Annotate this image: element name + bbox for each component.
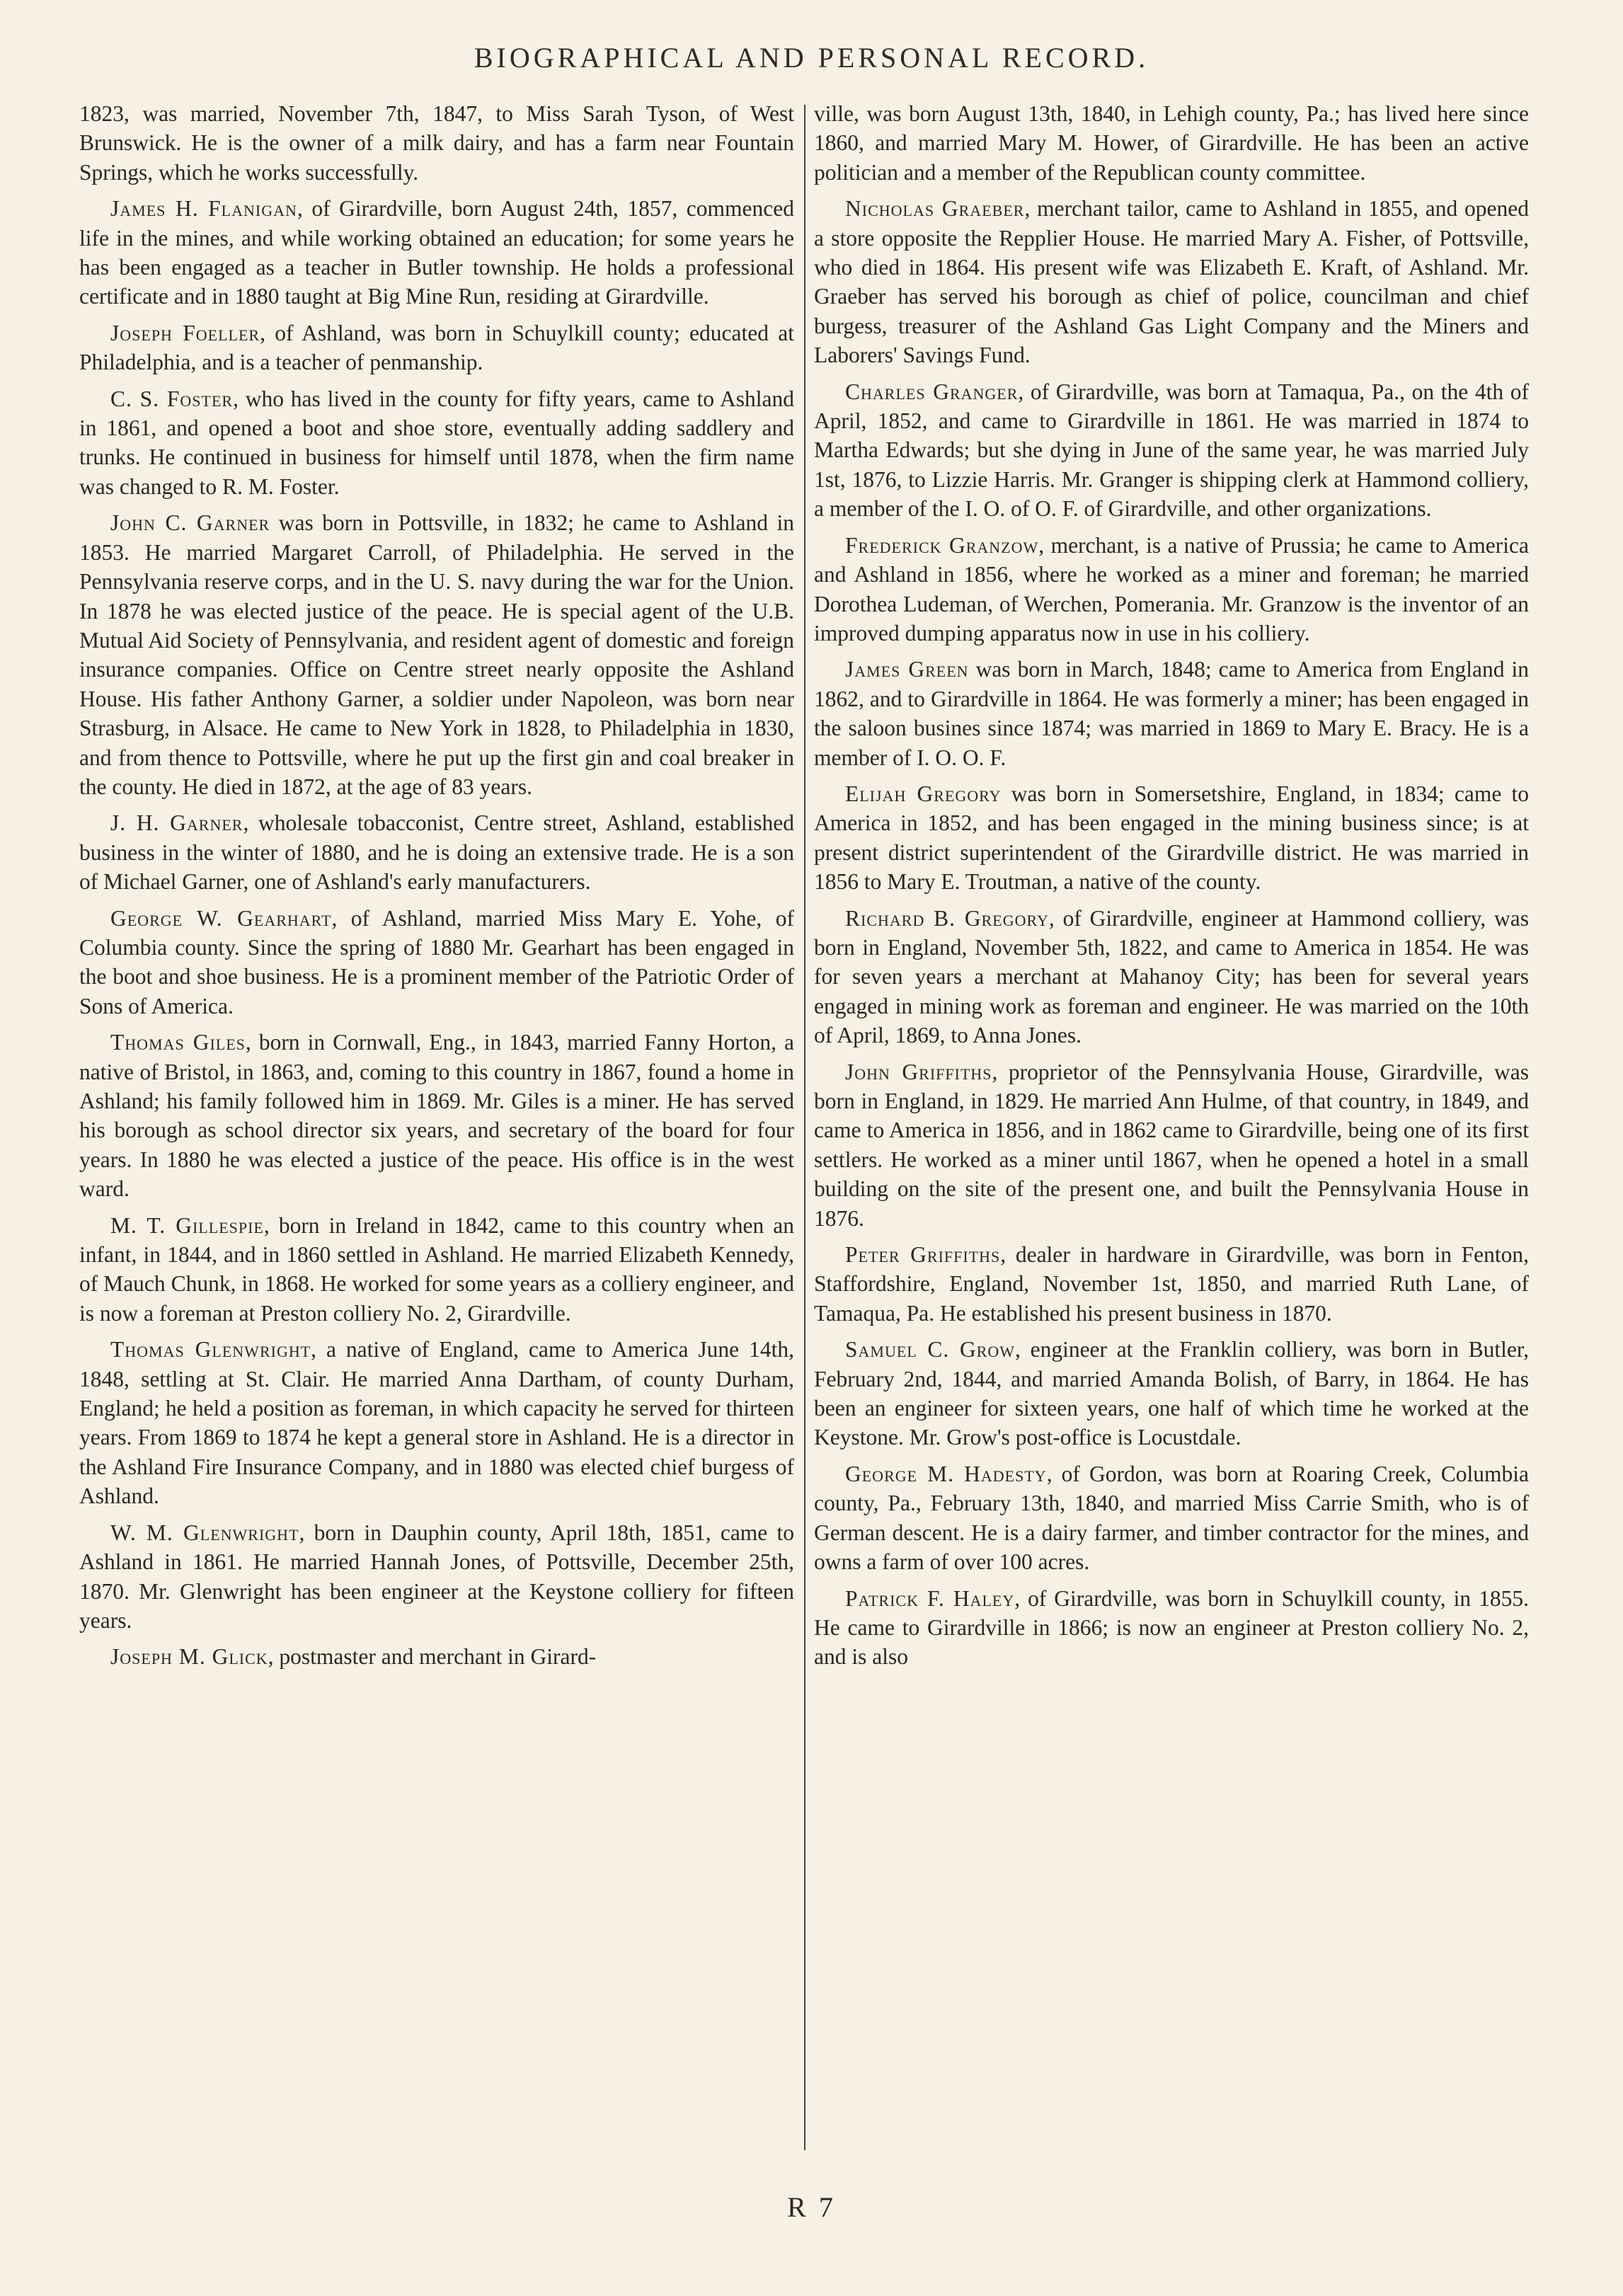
- entry: [814, 99, 1529, 187]
- entry-text: ville, was born August 13th, 1840, in Lehigh county, Pa.; has lived here since 1860, and married Mary M. Hower, of Girardville. He has been an active politician and a member of the Republican county committee.: [814, 101, 1529, 185]
- entry-name: John C. Garner: [110, 510, 270, 536]
- entry: [79, 318, 794, 377]
- entry-text: , who has lived in the county for fifty years, came to Ashland in 1861, and opened a boot and shoe store, eventually adding saddlery and trunks. He continued in business for himself until 1878, when the firm name was changed to R. M. Foster.: [79, 386, 794, 499]
- entry: [79, 1642, 794, 1671]
- entry-name: W. M. Glenwright: [110, 1520, 299, 1545]
- entry-name: Thomas Glenwright: [110, 1337, 311, 1362]
- entry: [814, 1335, 1529, 1452]
- entry: [814, 904, 1529, 1050]
- running-header: BIOGRAPHICAL AND PERSONAL RECORD.: [474, 42, 1149, 74]
- entry-name: Richard B. Gregory: [845, 905, 1049, 931]
- entry-name: George W. Gearhart: [110, 905, 332, 931]
- entry-text: , of Girardville, was born at Tamaqua, Pa., on the 4th of April, 1852, and came to Girardville in 1861. He was married in 1874 to Martha Edwards; but she dying in June of the same year, he was married July 1st, 1876, to Lizzie Harris. Mr. Granger is shipping clerk at Hammond colliery, a member of the I. O. of O. F. of Girardville, and other organizations.: [814, 379, 1529, 522]
- entry-text: 1823, was married, November 7th, 1847, to Miss Sarah Tyson, of West Brunswick. He is the owner of a milk dairy, and has a farm near Fountain Springs, which he works successfully.: [79, 101, 794, 185]
- entry-name: Joseph M. Glick: [110, 1644, 268, 1670]
- right-column: [814, 99, 1529, 1679]
- entry-text: , born in Dauphin county, April 18th, 1851, came to Ashland in 1861. He married Hannah Jones, of Pottsville, December 25th, 1870. Mr. Glenwright has been engineer at the Keystone colliery for fifteen years.: [79, 1520, 794, 1633]
- entry-text: , of Girardville, was born in Schuylkill county, in 1855. He came to Girardville in 1866; is now an engineer at Preston colliery No. 2, and is also: [814, 1585, 1529, 1670]
- entry-name: John Griffiths: [845, 1059, 992, 1084]
- page-number: R 7: [787, 2191, 836, 2223]
- entry-text: , wholesale tobacconist, Centre street, Ashland, established business in the winter of 1880, and he is doing an extensive trade. He is a son of Michael Garner, one of Ashland's early manufacturers.: [79, 810, 794, 895]
- entry-text: , a native of England, came to America June 14th, 1848, settling at St. Clair. He married Anna Dartham, of county Durham, England; he held a position as foreman, in which capacity he served for thirteen years. From 1869 to 1874 he kept a general store in Ashland. He is a director in the Ashland Fire Insurance Company, and in 1880 was elected chief burgess of Ashland.: [79, 1337, 794, 1509]
- entry: [79, 194, 794, 311]
- entry: [79, 1518, 794, 1636]
- entry-text: , dealer in hardware in Girardville, was born in Fenton, Staffordshire, England, November 1st, 1850, and married Ruth Lane, of Tamaqua, Pa. He established his present business in 1870.: [814, 1242, 1529, 1326]
- entry-name: Peter Griffiths: [845, 1242, 1001, 1268]
- entry-text: , of Girardville, born August 24th, 1857, commenced life in the mines, and while working obtained an education; for some years he has been engaged as a teacher in Butler township. He holds a professional certificate and in 1880 taught at Big Mine Run, residing at Girardville.: [79, 196, 794, 309]
- entry-text: , merchant, is a native of Prussia; he came to America and Ashland in 1856, where he worked as a miner and foreman; he married Dorothea Ludeman, of Werchen, Pomerania. Mr. Granzow is the inventor of an improved dumping apparatus now in use in his colliery.: [814, 532, 1529, 645]
- entry-text: was born in Pottsville, in 1832; he came to Ashland in 1853. He married Margaret Carroll, of Philadelphia. He served in the Pennsylvania reserve corps, and in the U. S. navy during the war for the Union. In 1878 he was elected justice of the peace. He is special agent of the U.B. Mutual Aid Society of Pennsylvania, and resident agent of domestic and foreign insurance companies. Office on Centre street nearly opposite the Ashland House. His father Anthony Garner, a soldier under Napoleon, was born near Strasburg, in Alsace. He came to New York in 1828, to Philadelphia in 1830, and from thence to Pottsville, where he put up the first gin and coal breaker in the county. He died in 1872, at the age of 83 years.: [79, 510, 795, 799]
- entry-name: C. S. Foster: [110, 386, 234, 411]
- entry-text: , born in Ireland in 1842, came to this country when an infant, in 1844, and in 1860 settled in Ashland. He married Elizabeth Kennedy, of Mauch Chunk, in 1868. He worked for some years as a colliery engineer, and is now a foreman at Preston colliery No. 2, Girardville.: [79, 1212, 794, 1326]
- entry: [814, 655, 1529, 772]
- entry-text: , born in Cornwall, Eng., in 1843, married Fanny Horton, a native of Bristol, in 1863, and, coming to this country in 1867, found a home in Ashland; his family followed him in 1869. Mr. Giles is a miner. He has served his borough as school director six years, and secretary of the board for four years. In 1880 he was elected a justice of the peace. His office is in the west ward.: [79, 1030, 795, 1202]
- entry-text: , of Ashland, was born in Schuylkill county; educated at Philadelphia, and is a teacher of penmanship.: [79, 320, 794, 375]
- entry-text: , of Ashland, married Miss Mary E. Yohe, of Columbia county. Since the spring of 1880 Mr. Gearhart has been engaged in the boot and shoe business. He is a prominent member of the Patriotic Order of Sons of America.: [79, 905, 794, 1018]
- entry: [79, 808, 794, 896]
- entry: [814, 779, 1529, 897]
- entry-text: , proprietor of the Pennsylvania House, Girardville, was born in England, in 1829. He married Ann Hulme, of that country, in 1849, and came to America in 1856, and in 1862 came to Girardville, being one of its first settlers. He worked as a miner until 1867, when he opened a hotel in a small building on the site of the present one, and built the Pennsylvania House in 1876.: [814, 1059, 1529, 1231]
- entry-text: was born in Somersetshire, England, in 1834; came to America in 1852, and has been engaged in the mining business since; is at present district superintendent of the Girardville district. He was married in 1856 to Mary E. Troutman, a native of the county.: [814, 781, 1530, 895]
- entry-text: , engineer at the Franklin colliery, was born in Butler, February 2nd, 1844, and married Amanda Bolish, of Barry, in 1864. He has been an engineer for sixteen years, one half of which time he worked at the Keystone. Mr. Grow's post-office is Locustdale.: [814, 1337, 1529, 1450]
- entry-name: M. T. Gillespie: [110, 1212, 264, 1238]
- entry-name: Frederick Granzow: [845, 532, 1039, 558]
- entry-text: , postmaster and merchant in Girard-: [268, 1644, 597, 1670]
- entry-name: James H. Flanigan: [110, 196, 297, 222]
- entry-name: Thomas Giles: [110, 1030, 246, 1055]
- left-column: [79, 99, 794, 1679]
- entry-name: J. H. Garner: [110, 810, 243, 836]
- entry: [814, 1459, 1529, 1577]
- entry-name: Nicholas Graeber: [845, 196, 1025, 222]
- entry-name: Samuel C. Grow: [845, 1337, 1016, 1362]
- entry: [814, 1584, 1529, 1672]
- entry: [79, 1335, 794, 1510]
- entry: [814, 377, 1529, 524]
- entry: [79, 99, 794, 187]
- entry-name: Elijah Gregory: [845, 781, 1002, 806]
- entry: [814, 194, 1529, 369]
- entry-name: Joseph Foeller: [110, 320, 260, 345]
- entry-name: Patrick F. Haley: [845, 1585, 1015, 1611]
- entry: [814, 1057, 1529, 1233]
- entry: [79, 384, 794, 502]
- entry: [79, 508, 794, 801]
- entry-text: , of Girardville, engineer at Hammond colliery, was born in England, November 5th, 1822, and came to America in 1854. He was for seven years a merchant at Mahanoy City; has been for several years engaged in mining work as foreman and engineer. He was married on the 10th of April, 1869, to Anna Jones.: [814, 905, 1529, 1048]
- entry: [79, 1028, 794, 1203]
- entry: [79, 1211, 794, 1328]
- entry-name: George M. Hadesty: [845, 1461, 1047, 1486]
- column-divider: [804, 105, 805, 2150]
- entry-name: James Green: [845, 657, 969, 682]
- entry-text: , of Gordon, was born at Roaring Creek, Columbia county, Pa., February 13th, 1840, and married Miss Carrie Smith, who is of German descent. He is a dairy farmer, and timber contractor for the mines, and owns a farm of over 100 acres.: [814, 1461, 1529, 1575]
- entry-name: Charles Granger: [845, 379, 1019, 404]
- entry-text: , merchant tailor, came to Ashland in 1855, and opened a store opposite the Repplier House. He married Mary A. Fisher, of Pottsville, who died in 1864. His present wife was Elizabeth E. Kraft, of Ashland. Mr. Graeber has served his borough as chief of police, councilman and chief burgess, treasurer of the Ashland Gas Light Company and the Miners and Laborers' Savings Fund.: [814, 196, 1530, 368]
- entry-text: was born in March, 1848; came to America from England in 1862, and to Girardville in 1864. He was formerly a miner; has been engaged in the saloon busines since 1874; was married in 1869 to Mary E. Bracy. He is a member of I. O. O. F.: [814, 657, 1529, 770]
- entry: [814, 531, 1529, 648]
- entry: [814, 1240, 1529, 1328]
- entry: [79, 904, 794, 1021]
